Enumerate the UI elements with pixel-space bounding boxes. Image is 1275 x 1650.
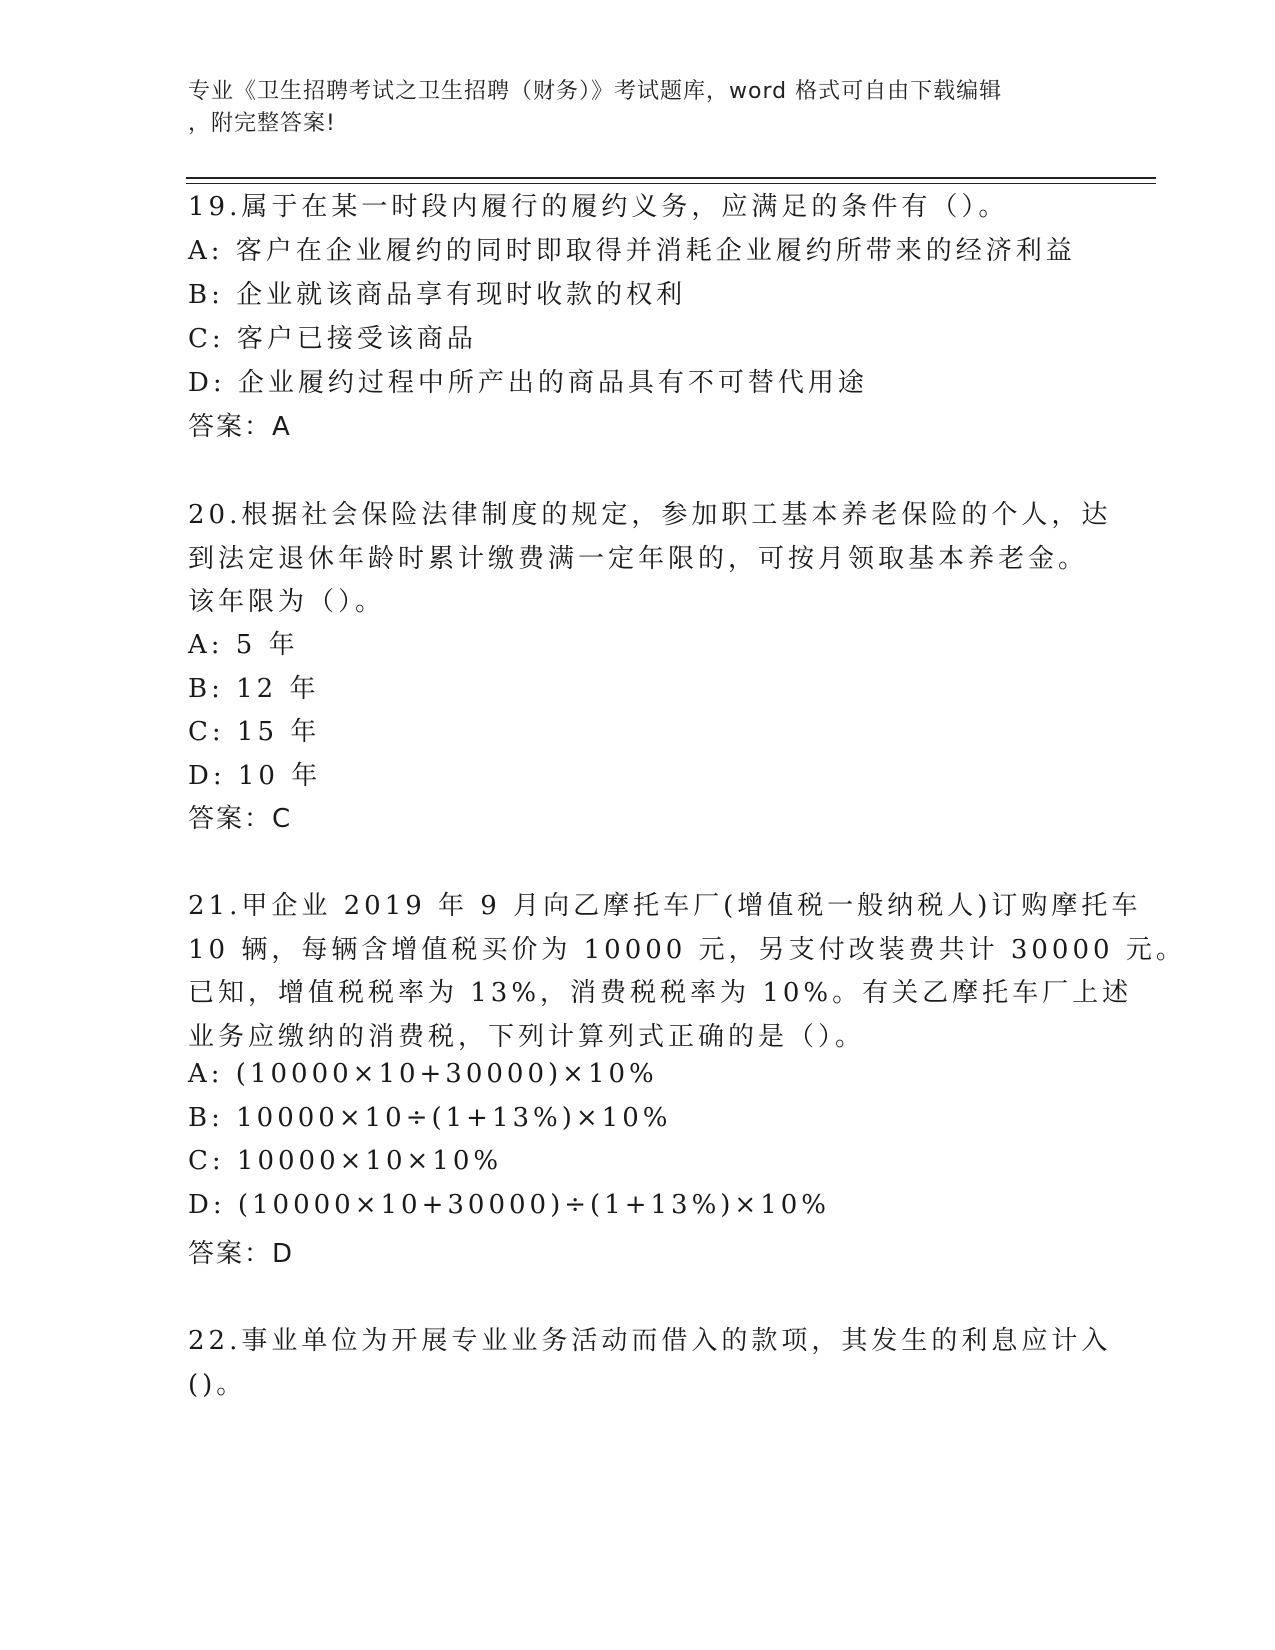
question-21-stem-line-2: 10 辆，每辆含增值税买价为 10000 元，另支付改装费共计 30000 元。 bbox=[188, 935, 1186, 965]
question-20-option-d: D: 10 年 bbox=[188, 761, 322, 791]
question-19-option-b: B: 企业就该商品享有现时收款的权利 bbox=[188, 280, 687, 310]
header-line-1: 专业《卫生招聘考试之卫生招聘（财务）》考试题库，word 格式可自由下载编辑 bbox=[188, 79, 1003, 104]
question-20-option-a: A: 5 年 bbox=[188, 630, 299, 660]
question-20-stem-line-1: 20.根据社会保险法律制度的规定，参加职工基本养老保险的个人，达 bbox=[188, 500, 1112, 530]
question-21-stem-line-1: 21.甲企业 2019 年 9 月向乙摩托车厂(增值税一般纳税人)订购摩托车 bbox=[188, 891, 1142, 921]
question-20-answer: 答案：C bbox=[188, 804, 293, 834]
question-19-option-a: A: 客户在企业履约的同时即取得并消耗企业履约所带来的经济利益 bbox=[188, 236, 1076, 266]
header-divider-thick bbox=[186, 177, 1156, 179]
question-21-stem-line-3: 已知，增值税税率为 13%，消费税税率为 10%。有关乙摩托车厂上述 bbox=[188, 978, 1133, 1008]
question-22-stem-line-2: ()。 bbox=[188, 1370, 247, 1400]
document-header bbox=[188, 76, 1068, 140]
question-22-stem-line-1: 22.事业单位为开展专业业务活动而借入的款项，其发生的利息应计入 bbox=[188, 1326, 1112, 1356]
question-19-stem: 19.属于在某一时段内履行的履约义务，应满足的条件有（）。 bbox=[188, 192, 1009, 222]
question-21-option-d: D: (10000×10+30000)÷(1+13%)×10% bbox=[188, 1190, 830, 1220]
question-21-answer: 答案：D bbox=[188, 1239, 295, 1269]
question-21-stem-line-4: 业务应缴纳的消费税，下列计算列式正确的是（）。 bbox=[188, 1022, 866, 1052]
question-19-answer: 答案：A bbox=[188, 412, 292, 442]
header-divider-thin bbox=[186, 183, 1156, 184]
question-19-option-d: D: 企业履约过程中所产出的商品具有不可替代用途 bbox=[188, 368, 868, 398]
question-20-stem-line-2: 到法定退休年龄时累计缴费满一定年限的，可按月领取基本养老金。 bbox=[188, 544, 1089, 574]
header-line-2: ，附完整答案! bbox=[188, 111, 336, 136]
question-20-stem-line-3: 该年限为（）。 bbox=[188, 587, 386, 617]
question-21-option-c: C: 10000×10×10% bbox=[188, 1146, 503, 1176]
question-20-option-c: C: 15 年 bbox=[188, 717, 321, 747]
question-21-option-b: B: 10000×10÷(1+13%)×10% bbox=[188, 1103, 672, 1133]
question-20-option-b: B: 12 年 bbox=[188, 674, 320, 704]
question-21-option-a: A: (10000×10+30000)×10% bbox=[188, 1059, 658, 1089]
question-19-option-c: C: 客户已接受该商品 bbox=[188, 324, 477, 354]
